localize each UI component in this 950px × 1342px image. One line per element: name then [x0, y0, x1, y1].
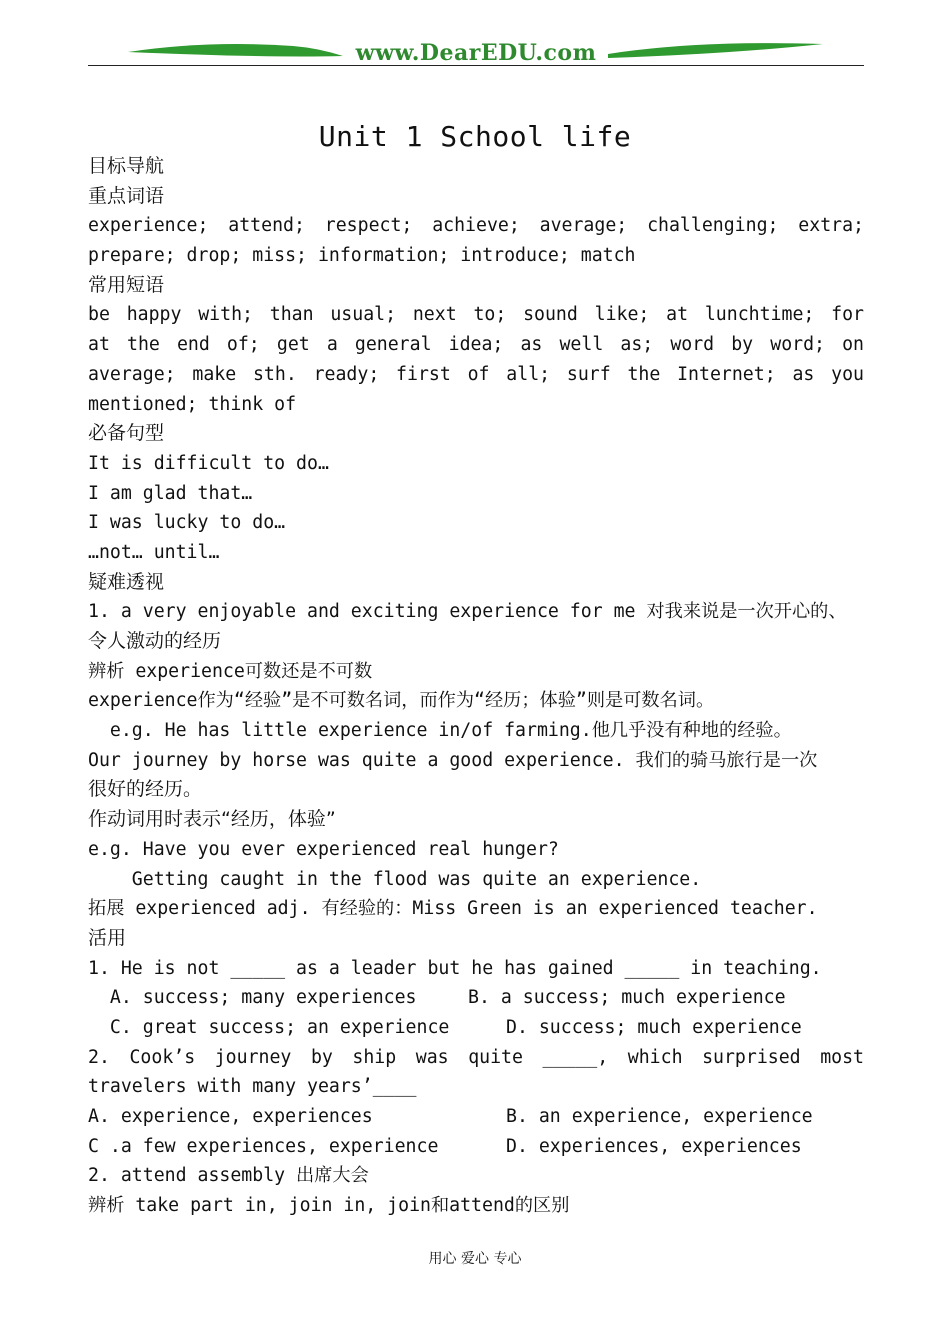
page-title: Unit 1 School life — [318, 120, 632, 153]
text-line: 疑难透视 — [88, 570, 165, 593]
option-text: B. an experience, experience — [506, 1106, 813, 1127]
page-footer: 用心 爱心 专心 — [428, 1251, 522, 1267]
text-line: mentioned; think of — [88, 393, 297, 415]
option-text: B. a success; much experience — [468, 987, 786, 1009]
text-line: I am glad that… — [88, 482, 253, 504]
text-line: 1. He is not _____ as a leader but he has gained _____ in teaching. — [88, 957, 822, 979]
text-line: 常用短语 — [88, 273, 165, 296]
option-text: D. experiences, experiences — [506, 1135, 802, 1157]
site-logo-text[interactable]: www.DearEDU.com — [355, 40, 597, 66]
text-line: 作动词用时表示“经历，体验” — [88, 808, 336, 831]
text-line: e.g. Have you ever experienced real hunger? — [88, 838, 559, 860]
text-line: experience作为“经验”是不可数名词，而作为“经历；体验”则是可数名词。 — [88, 690, 715, 712]
text-line: average; make sth. ready; first of all; surf the Internet; as you — [88, 363, 864, 385]
text-line: at the end of; get a general idea; as well as; word by word; on — [88, 334, 864, 356]
text-line: 2. Cook’s journey by ship was quite _____, which surprised most — [88, 1046, 864, 1068]
text-line: 很好的经历。 — [88, 778, 203, 801]
text-line: 必备句型 — [88, 422, 165, 445]
text-line: …not… until… — [88, 541, 220, 563]
text-line: 目标导航 — [88, 155, 165, 177]
document-body — [88, 152, 864, 1221]
option-text: A. experience, experiences — [88, 1106, 373, 1127]
text-line: 令人激动的经历 — [88, 630, 222, 652]
text-line: travelers with many years’____ — [88, 1076, 417, 1098]
text-line: 辨析 take part in, join in, join和attend的区别 — [88, 1195, 570, 1217]
option-text: A. success; many experiences — [88, 987, 417, 1009]
option-text: D. success; much experience — [506, 1016, 802, 1038]
text-line: Our journey by horse was quite a good experience. 我们的骑马旅行是一次 — [88, 749, 818, 771]
text-line: 重点词语 — [88, 184, 165, 207]
text-line: prepare; drop; miss; information; introduce; match — [88, 245, 636, 267]
header-rule — [88, 65, 864, 66]
text-line: 2. attend assembly 出席大会 — [88, 1165, 369, 1187]
text-line — [88, 1013, 864, 1043]
text-line — [88, 1132, 864, 1162]
text-line: 辨析 experience可数还是不可数 — [88, 660, 373, 682]
text-line: 拓展 experienced adj. 有经验的：Miss Green is an experienced teacher. — [88, 898, 818, 920]
text-line — [88, 1102, 864, 1132]
text-line: e.g. He has little experience in/of farming.他几乎没有种地的经验。 — [88, 720, 792, 742]
text-line: experience; attend; respect; achieve; average; challenging; extra; — [88, 215, 864, 237]
text-line: be happy with; than usual; next to; sound like; at lunchtime; for — [88, 304, 864, 326]
option-text: C .a few experiences, experience — [88, 1135, 439, 1157]
text-line: It is difficult to do… — [88, 452, 329, 474]
text-line: I was lucky to do… — [88, 512, 286, 534]
text-line — [88, 983, 864, 1013]
option-text: C. great success; an experience — [88, 1016, 450, 1038]
text-line: 活用 — [88, 926, 127, 949]
text-line: 1. a very enjoyable and exciting experience for me 对我来说是一次开心的、 — [88, 601, 847, 623]
text-line: Getting caught in the flood was quite an experience. — [88, 868, 702, 890]
